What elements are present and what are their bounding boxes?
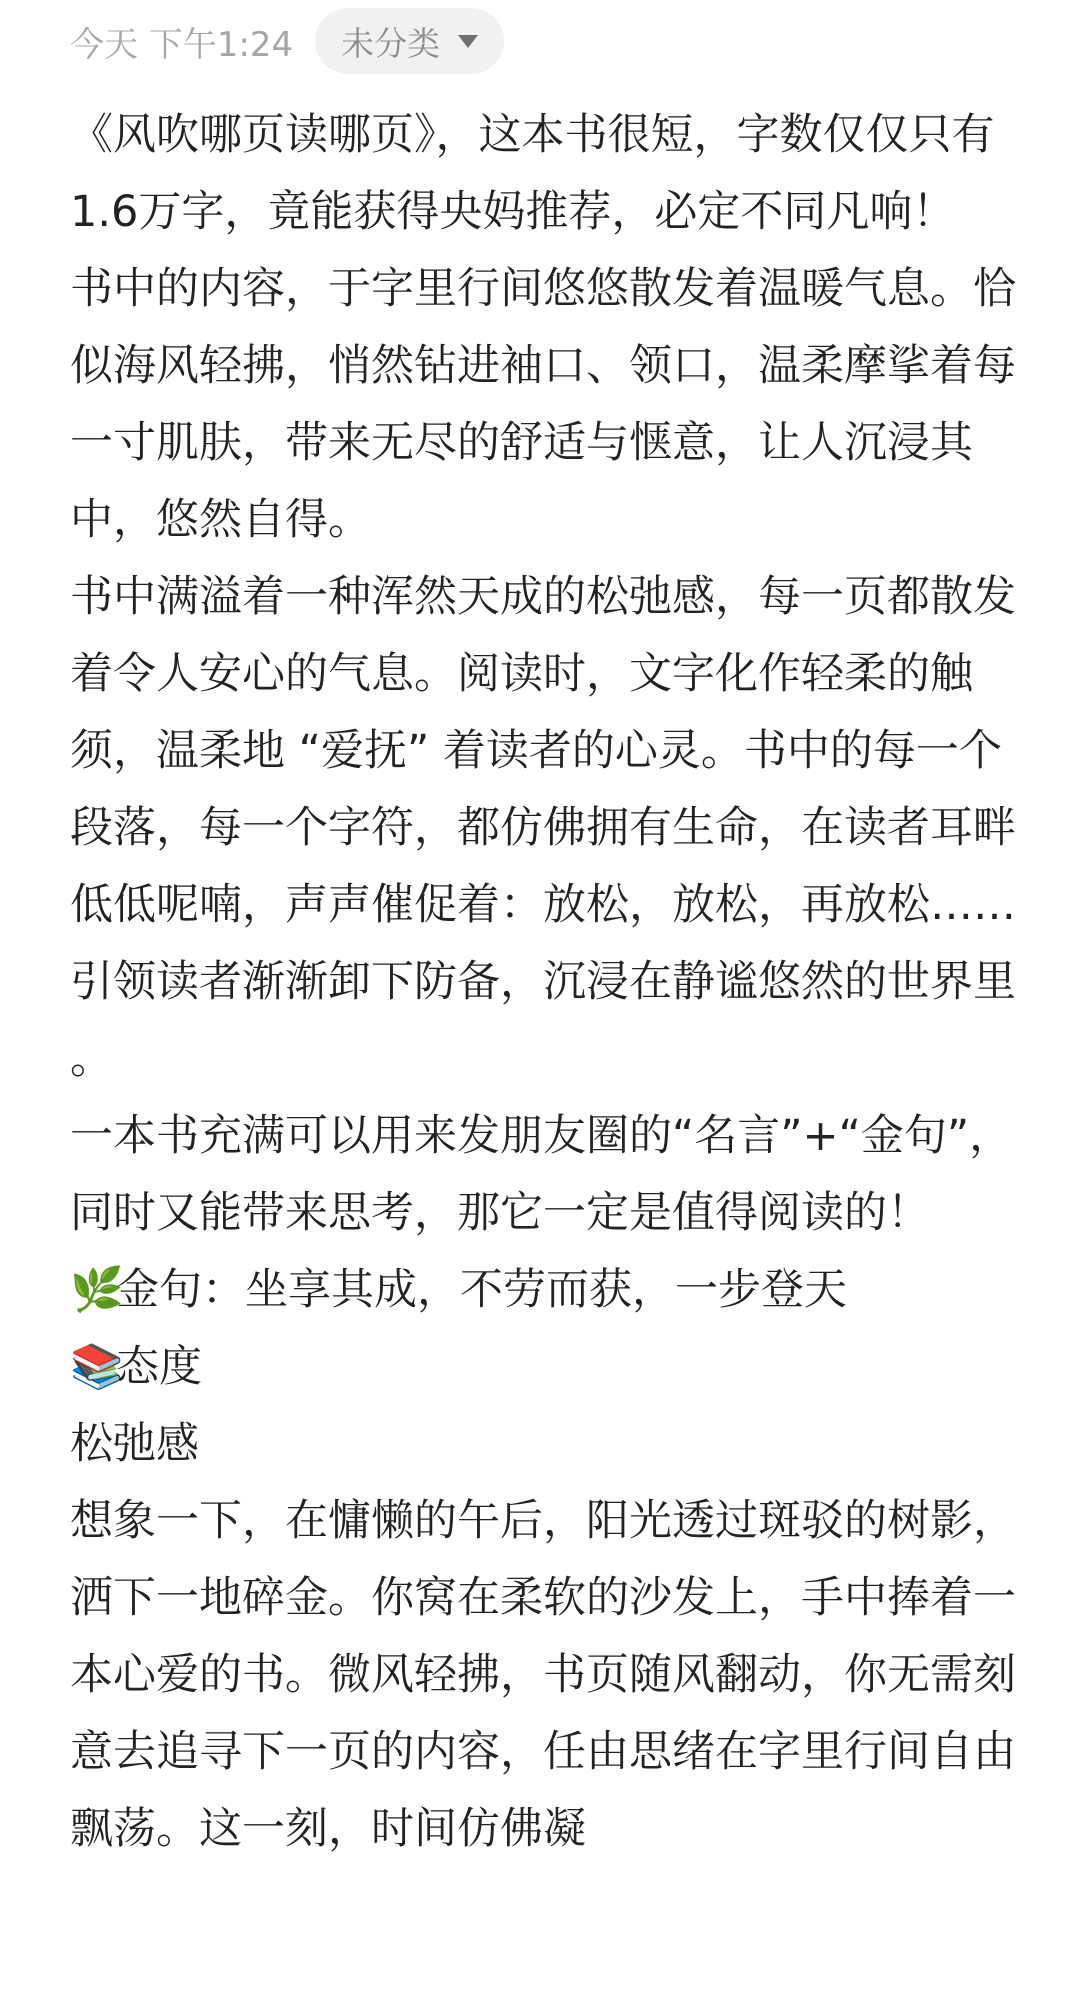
category-label: 未分类: [341, 23, 441, 63]
section-heading-relaxation: 松弛感: [70, 1419, 199, 1469]
category-selector[interactable]: [315, 8, 504, 74]
chevron-down-icon: [458, 35, 478, 48]
paragraph-intro: 《风吹哪页读哪页》，这本书很短，字数仅仅只有1.6万字，竟能获得央妈推荐，必定不同凡响！: [70, 110, 995, 237]
attitude-line: [70, 1329, 1020, 1406]
paragraph-imagine: 想象一下，在慵懒的午后，阳光透过斑驳的树影，洒下一地碎金。你窝在柔软的沙发上，手中捧着一本心爱的书。微风轻拂，书页随风翻动，你无需刻意去追寻下一页的内容，任由思绪在字里行间自由飘荡。这一刻，时间仿佛凝: [70, 1496, 1016, 1854]
paragraph-quotes: 一本书充满可以用来发朋友圈的“名言”+“金句”，同时又能带来思考，那它一定是值得阅读的！: [70, 1111, 1013, 1238]
note-content[interactable]: [70, 97, 1020, 1868]
golden-quote-line: [70, 1252, 1020, 1329]
herb-leaf-icon: 🌿: [70, 1265, 124, 1315]
golden-quote-text: 金句：坐享其成，不劳而获，一步登天: [116, 1265, 847, 1315]
paragraph-relaxation: 书中满溢着一种浑然天成的松弛感，每一页都散发着令人安心的气息。阅读时，文字化作轻柔的触须，温柔地 “爱抚” 着读者的心灵。书中的每一个段落，每一个字符，都仿佛拥有生命，在读者耳畔低低呢喃，声声催促着：放松，放松，再放松…… 引领读者渐渐卸下防备，沉浸在静谧悠然的世界里 。: [70, 572, 1016, 1084]
timestamp: 今天 下午1:24: [70, 24, 294, 65]
attitude-text: 态度: [116, 1342, 202, 1392]
note-header: [70, 8, 504, 74]
paragraph-warmth: 书中的内容，于字里行间悠悠散发着温暖气息。恰似海风轻拂，悄然钻进袖口、领口，温柔摩挲着每一寸肌肤，带来无尽的舒适与惬意，让人沉浸其中，悠然自得。: [70, 264, 1016, 545]
books-icon: 📚: [70, 1342, 124, 1392]
